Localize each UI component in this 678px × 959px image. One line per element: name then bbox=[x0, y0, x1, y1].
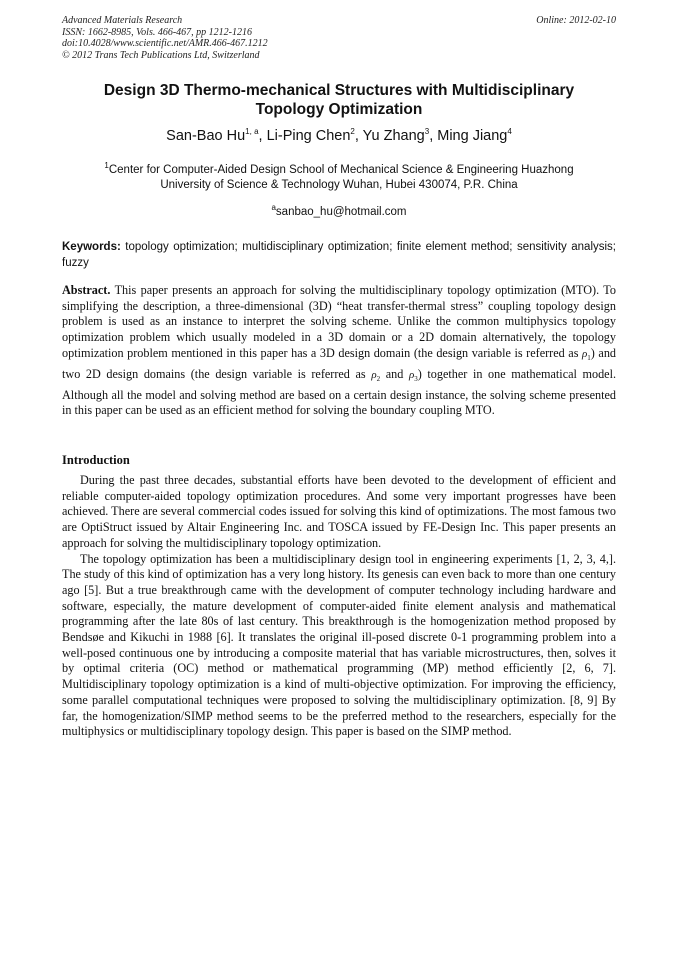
abstract-label: Abstract. bbox=[62, 283, 111, 297]
abstract-text-1: This paper presents an approach for solving the multidisciplinary topology optimization (MTO). To simplifying the description, a three-dimensional (3D) “heat transfer-thermal stress” coupling topology design problem is used as an instance to interpret the solving scheme. Unlike the common multiphysics topology optimization problem which usually modeled in a 3D domain or a 2D domain alternatively, the topology optimization problem mentioned in this paper has a 3D design domain (the design variable is referred as bbox=[62, 283, 616, 360]
rho1-symbol: $\rho_1$ bbox=[582, 347, 591, 362]
introduction-paragraph-2: The topology optimization has been a multidisciplinary design tool in engineering experiments [1, 2, 3, 4,]. The study of this kind of optimization has a very long history. Its genesis can even back to more than one century ago [5]. But a true breakthrough came with the development of computer technology including hardware and software, especially, the mature development of computer-aided finite element analysis and mathematical programming after the late 80s of last century. This breakthrough is the homogenization method proposed by Bendsøe and Kikuchi in 1988 [6]. It translates the original ill-posed discrete 0-1 programming problem into a well-posed continuous one by introducing a composite material that has variable microstructures, then, solves it by optimal criteria (OC) method or mathematical programming (MP) method efficiently [2, 6, 7]. Multidisciplinary topology optimization is a kind of multi-objective optimization. For improving the efficiency, some parallel computational techniques were proposed to solving the multidisciplinary optimization. [8, 9] By far, the homogenization/SIMP method seems to be the preferred method to the researchers, especially for the multiphysics or multidisciplinary topology design. This paper is based on the SIMP method. bbox=[62, 551, 616, 739]
abstract bbox=[62, 283, 616, 419]
email-sup: a bbox=[271, 203, 276, 213]
journal-header bbox=[62, 15, 616, 61]
online-date: Online: 2012-02-10 bbox=[536, 15, 616, 26]
introduction-paragraph-1: During the past three decades, substantial efforts have been devoted to the development of efficient and reliable computer-aided topology optimization procedures. And some very important progresses have been achieved. There are several commercial codes issued for solving this kind of optimizations. The most famous two are OptiStruct issued by Altair Engineering Inc. and TOSCA issued by FE-Design Inc. This paper presents an approach for solving the multidisciplinary topology optimization. bbox=[62, 473, 616, 550]
author-name: Yu Zhang bbox=[362, 128, 425, 144]
author-name: Li-Ping Chen bbox=[266, 128, 351, 144]
keywords bbox=[62, 240, 616, 271]
email-address: sanbao_hu@hotmail.com bbox=[275, 206, 407, 218]
author-list: San-Bao Hu$^{1, a}$, Li-Ping Chen$^2$, Yu Zhang$^3$, Ming Jiang$^4$ bbox=[166, 127, 512, 144]
abstract-text-3: ) together in one mathematical model. Although all the model and solving method are based on a certain design instance, the solving scheme presented in this paper can be used as an efficient method for solving the boundary coupling MTO. bbox=[62, 366, 617, 418]
paper-title bbox=[62, 82, 616, 119]
title-line-2: Topology Optimization bbox=[255, 100, 423, 118]
author-sup: 2 bbox=[350, 127, 355, 137]
affiliation-line-1: Center for Computer-Aided Design School of Mechanical Science & Engineering Huazhong bbox=[108, 164, 574, 176]
affiliation-line-2: University of Science & Technology Wuhan, Hubei 430074, P.R. China bbox=[160, 178, 518, 191]
introduction-body bbox=[62, 473, 616, 740]
email bbox=[62, 205, 616, 219]
copyright-line: © 2012 Trans Tech Publications Ltd, Switzerland bbox=[62, 49, 260, 61]
affiliation bbox=[62, 163, 616, 192]
affiliation-sup: 1 bbox=[104, 161, 109, 171]
title-line-1: Design 3D Thermo-mechanical Structures with Multidisciplinary bbox=[103, 82, 575, 99]
keywords-text: topology optimization; multidisciplinary optimization; finite element method; sensitivity analysis; fuzzy bbox=[62, 241, 616, 269]
rho3-symbol: $\rho_3$ bbox=[408, 368, 418, 383]
issn-line: ISSN: 1662-8985, Vols. 466-467, pp 1212-1216 bbox=[62, 26, 252, 38]
author-name: Ming Jiang bbox=[437, 128, 508, 144]
doi-line: doi:10.4028/www.scientific.net/AMR.466-467.1212 bbox=[62, 38, 268, 49]
journal-name: Advanced Materials Research bbox=[62, 15, 183, 26]
author-name: San-Bao Hu bbox=[166, 128, 246, 144]
abstract-text-2: ) and two 2D design domains (the design variable is referred as bbox=[62, 345, 617, 381]
introduction-heading: Introduction bbox=[62, 453, 130, 467]
keywords-label: Keywords: bbox=[62, 241, 121, 253]
author-sup: 4 bbox=[507, 127, 512, 137]
author-sup: 1, a bbox=[245, 127, 259, 137]
rho2-symbol: $\rho_2$ bbox=[371, 368, 381, 383]
author-sup: 3 bbox=[424, 127, 430, 137]
abstract-and: and bbox=[385, 366, 404, 381]
